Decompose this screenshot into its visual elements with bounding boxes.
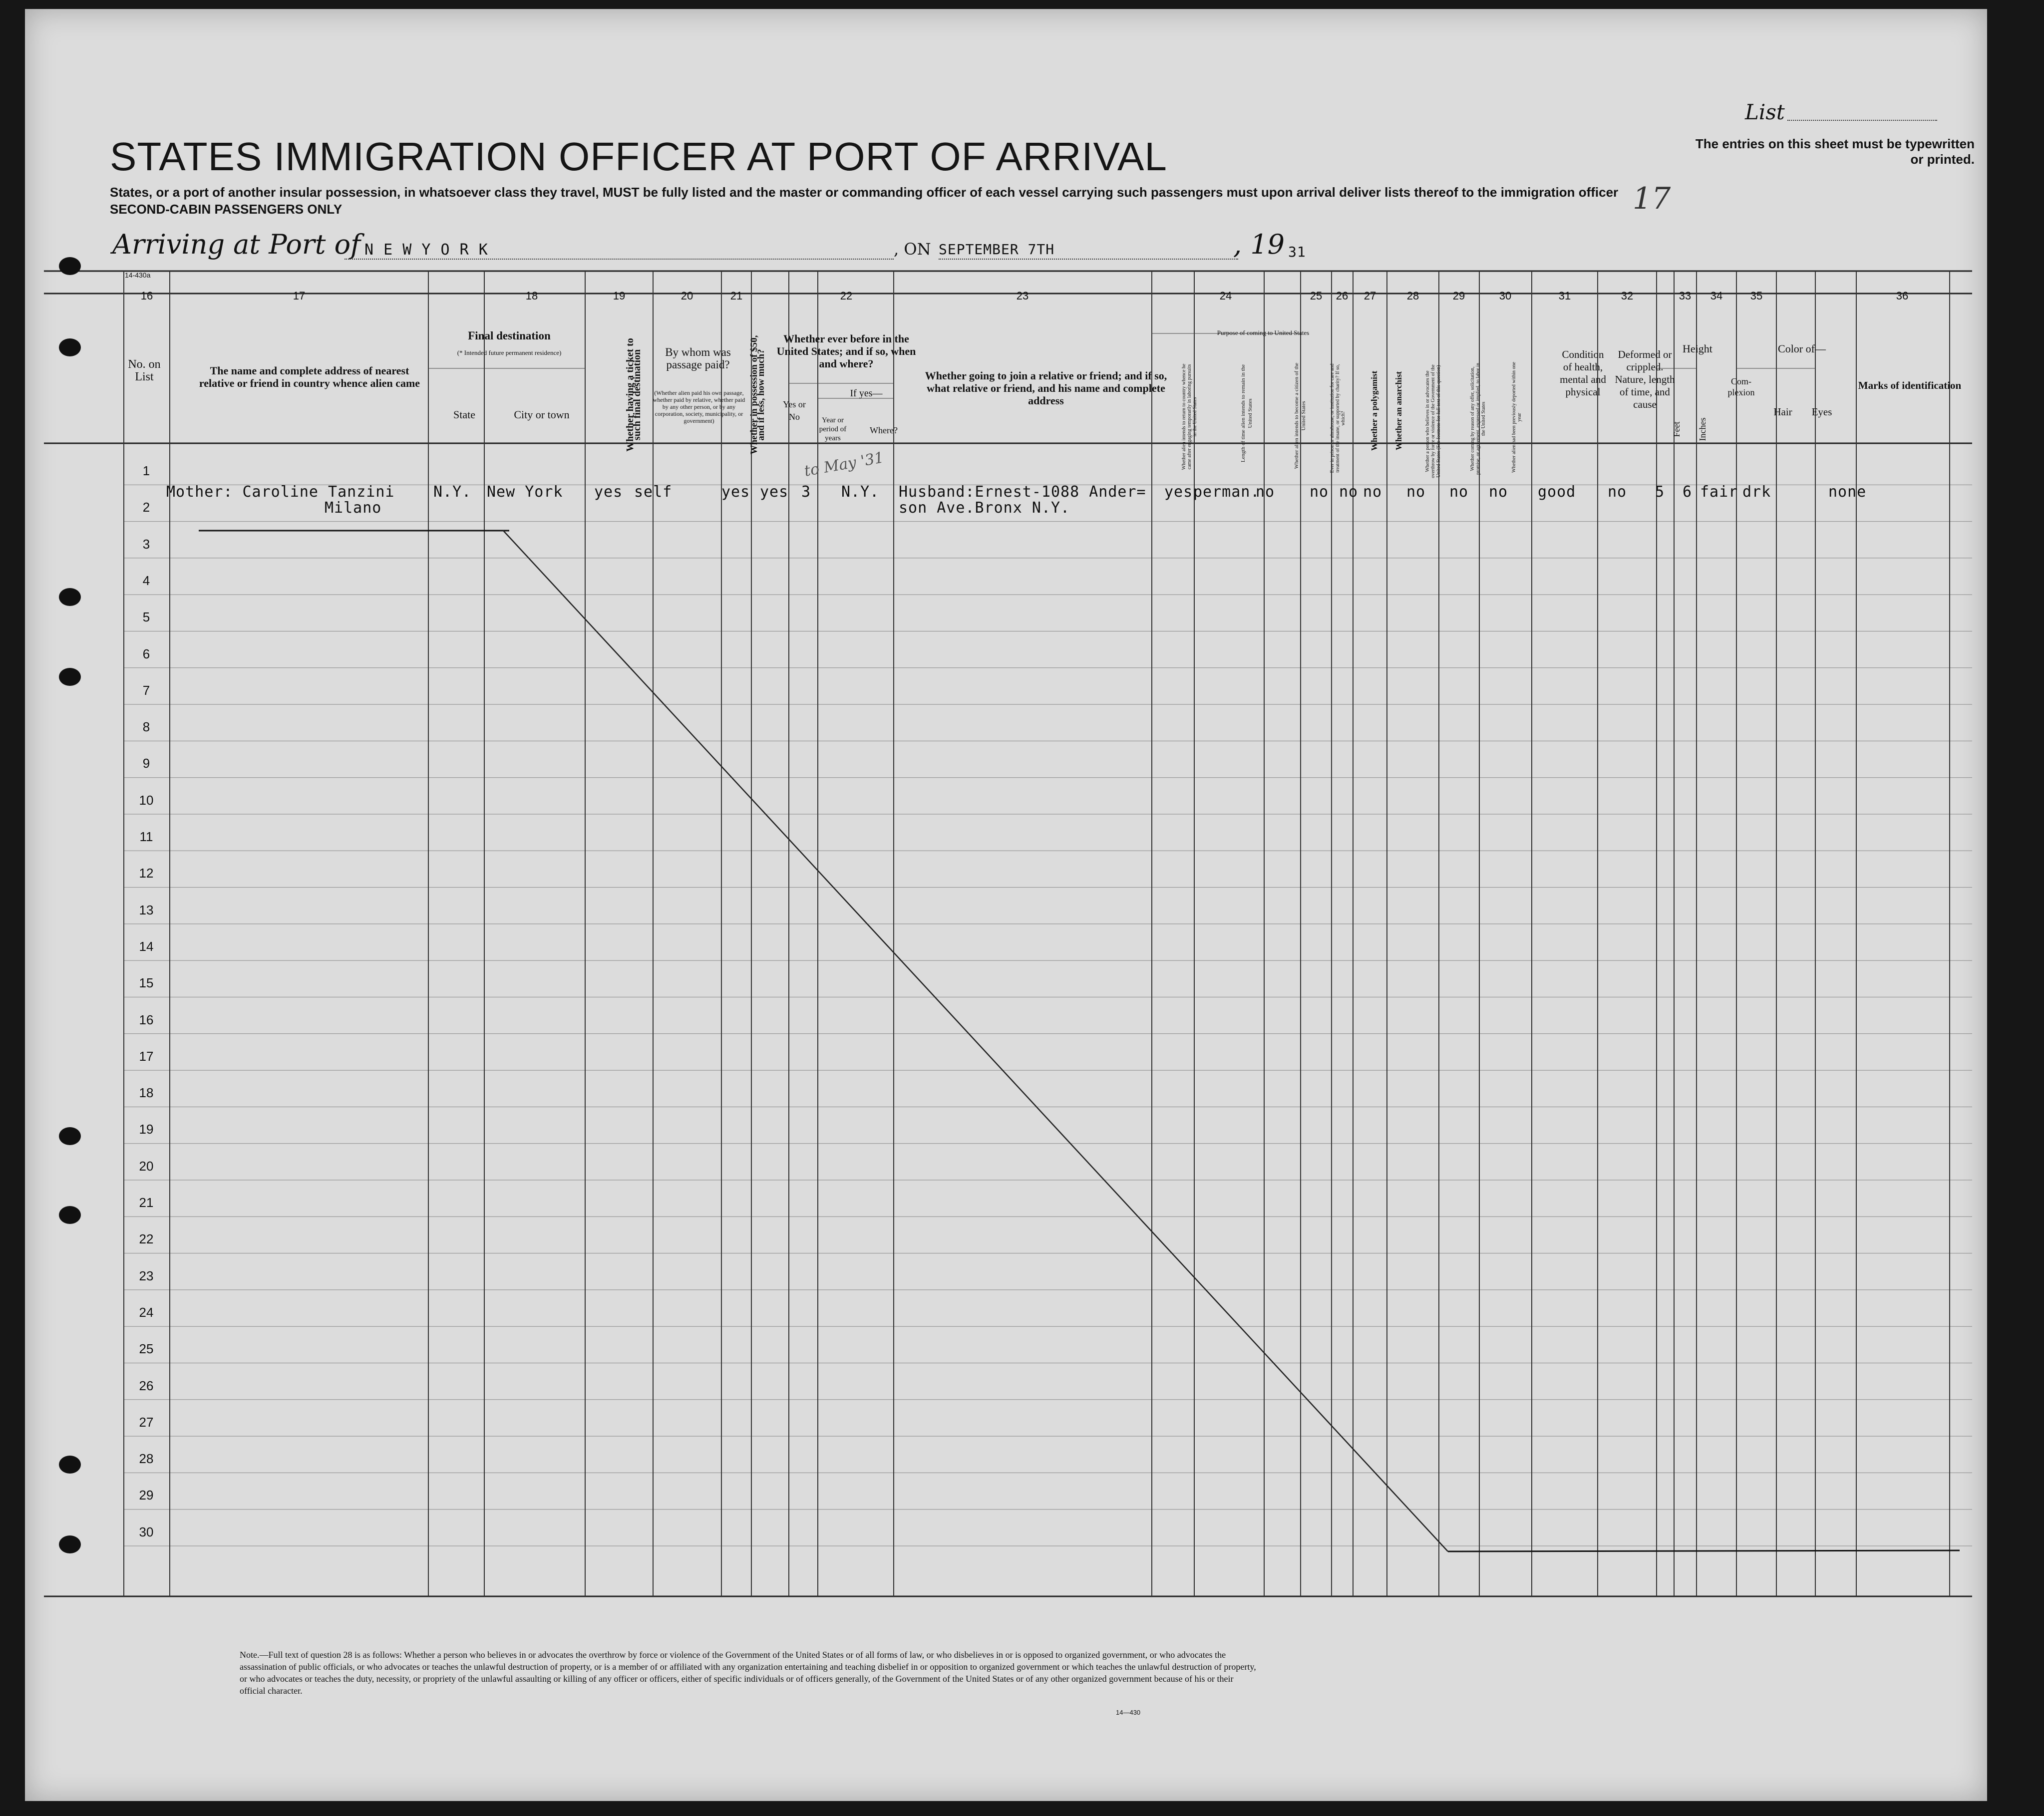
header-complexion: Com-plexion [1727, 376, 1755, 397]
header-final-destination-note: (* Intended future permanent residence) [457, 349, 562, 356]
punch-hole [59, 1456, 81, 1474]
cell-complexion: fair [1700, 483, 1738, 501]
header-anarchist: Whether an anarchist [1394, 371, 1403, 451]
header-color-of: Color of— [1778, 342, 1826, 355]
header-final-destination: Final destination [468, 329, 551, 342]
punch-hole [59, 338, 81, 356]
column-number: 34 [1710, 290, 1723, 302]
row-number: 13 [139, 902, 154, 917]
instruction-line: States, or a port of another insular possession, in whatsoever class they travel, MUST be fully listed and the master or commanding officer of each vessel carrying such passengers must upon arrival deliver lists thereof to the immigration officer [110, 185, 1619, 200]
row-number: 19 [139, 1122, 154, 1137]
row-number: 21 [139, 1195, 154, 1210]
row-number: 17 [139, 1048, 154, 1064]
header-labor-offer: Whether coming by reason of any offer, solicitation, promise, or agreement, expressed or implied, to labor in the United States [1470, 362, 1486, 475]
column-number: 32 [1621, 290, 1634, 302]
row-number: 22 [139, 1231, 154, 1247]
punch-hole [59, 1206, 81, 1224]
cancel-line [503, 531, 1448, 1551]
header-deported: Whether alien had been previously deported within one year [1511, 362, 1522, 473]
row-number: 2 [142, 500, 150, 515]
row-number: 6 [142, 646, 150, 661]
row-number: 9 [142, 756, 150, 771]
year-prefix: , 19 [1233, 229, 1285, 260]
column-number: 26 [1336, 290, 1349, 302]
column-number: 22 [840, 290, 853, 302]
date-value: SEPTEMBER 7TH [939, 241, 1055, 258]
column-number: 18 [525, 290, 538, 302]
cell-q30: no [1489, 483, 1508, 501]
header-city: City or town [514, 408, 570, 421]
column-number: 21 [730, 290, 743, 302]
row-number: 4 [142, 573, 150, 588]
class-line: SECOND-CABIN PASSENGERS ONLY [110, 202, 342, 217]
cell-relative-line2: Milano [325, 499, 382, 517]
header-marks: Marks of identification [1858, 379, 1962, 391]
header-hair: Hair [1773, 406, 1792, 418]
cell-fifty: yes [721, 483, 750, 501]
cell-q28: no [1406, 483, 1426, 501]
cell-inches: 6 [1683, 483, 1693, 501]
row-number: 25 [139, 1341, 154, 1357]
row-number: 8 [142, 719, 150, 735]
cell-polygamist: no [1339, 483, 1359, 501]
column-number: 27 [1363, 290, 1376, 302]
cell-city: New York [487, 483, 563, 501]
cell-hair: drk [1742, 483, 1771, 501]
column-number: 23 [1016, 290, 1029, 302]
row-number: 10 [139, 792, 154, 808]
row-number: 12 [139, 866, 154, 881]
cell-paid-by: self [634, 483, 673, 501]
table-grid [25, 9, 1987, 1801]
column-number: 25 [1310, 290, 1323, 302]
column-number: 35 [1750, 290, 1763, 302]
sheet-number: 17 [1633, 181, 1671, 216]
header-fifty-dollars: Whether in possession of $50, and if less, how much? [749, 335, 766, 455]
cancel-line [1448, 1550, 1960, 1551]
cell-join-line2: son Ave.Bronx N.Y. [899, 499, 1070, 517]
row-number: 16 [139, 1012, 154, 1027]
header-before-in-us: Whether ever before in the United States; and if so, when and where? [776, 332, 916, 370]
column-number: 19 [613, 290, 626, 302]
header-height: Height [1683, 342, 1712, 355]
header-overthrow: Whether a person who believes in or advocates the overthrow by force or violence of the Government of the United States (See footnote for full text of this question) [1425, 364, 1441, 478]
header-inches: Inches [1698, 417, 1707, 441]
cell-health: good [1538, 483, 1576, 501]
column-number: 28 [1406, 290, 1419, 302]
port-value: N E W Y O R K [364, 241, 488, 259]
punch-hole [59, 1535, 81, 1553]
column-number: 29 [1452, 290, 1465, 302]
column-number: 31 [1558, 290, 1571, 302]
typewritten-notice: The entries on this sheet must be typewritten or printed. [1695, 136, 1975, 167]
header-prison: Ever in prison or almshouse, or institution for care and treatment of the insane, or supported by charity? If so, which? [1330, 363, 1346, 473]
row-number: 18 [139, 1085, 154, 1101]
column-number: 36 [1896, 290, 1909, 302]
header-purpose-return: Whether alien intends to return to country whence he came after engaging temporarily in laboring pursuits in the United States [1181, 363, 1198, 470]
row-number: 28 [139, 1451, 154, 1467]
row-number: 3 [142, 536, 150, 552]
header-state: State [453, 408, 475, 421]
row-number: 27 [139, 1414, 154, 1430]
row-number: 15 [139, 975, 154, 991]
cell-join-line1: Husband:Ernest-1088 Ander= [899, 483, 1146, 501]
year-value: 31 [1288, 244, 1306, 260]
row-number: 11 [139, 829, 153, 844]
header-deformed: Deformed or crippled. Nature, length of time, and cause [1615, 348, 1675, 410]
cell-ticket: yes [594, 483, 623, 501]
header-ticket: Whether having a ticket to such final destination [625, 338, 643, 452]
cell-feet: 5 [1655, 483, 1665, 501]
header-purpose-length: Length of time alien intends to remain in the United States [1240, 364, 1253, 463]
cell-anarchist: no [1363, 483, 1382, 501]
arriving-label: Arriving at Port of [112, 229, 361, 260]
column-number: 33 [1679, 290, 1692, 302]
footnote-code: 14—430 [1116, 1709, 1141, 1716]
cell-years: 3 [801, 483, 811, 501]
header-feet: Feet [1672, 421, 1682, 437]
manifest-sheet [25, 9, 1987, 1801]
row-number: 26 [139, 1378, 154, 1393]
column-number: 24 [1219, 290, 1232, 302]
column-number: 17 [293, 290, 306, 302]
header-eyes: Eyes [1811, 406, 1832, 418]
cell-marks: none [1828, 483, 1867, 501]
pencil-annotation: to May '31 [803, 449, 885, 480]
form-code: 14-430a [125, 271, 151, 279]
cell-citizen: no [1256, 483, 1275, 501]
punch-hole [59, 668, 81, 686]
column-number: 16 [140, 290, 153, 302]
header-health: Condition of health, mental and physical [1560, 348, 1606, 398]
header-year-period: Year or period of years [819, 416, 847, 442]
column-number: 30 [1499, 290, 1512, 302]
list-label: List [1745, 100, 1785, 124]
row-number: 1 [142, 463, 150, 478]
row-number: 30 [139, 1524, 154, 1539]
cell-length: perman. [1193, 483, 1260, 501]
header-purpose: Purpose of coming to United States [1217, 329, 1310, 336]
header-where: Where? [870, 425, 898, 435]
row-number: 14 [139, 938, 154, 954]
row-number: 24 [139, 1304, 154, 1320]
punch-hole [59, 257, 81, 275]
header-relative-address: The name and complete address of nearest relative or friend in country whence alien came [199, 364, 420, 389]
column-number: 20 [681, 290, 693, 302]
cell-deformed: no [1608, 483, 1627, 501]
header-if-yes: If yes— [850, 388, 883, 399]
header-join-relative: Whether going to join a relative or friend; and if so, what relative or friend, and his name and complete address [925, 369, 1167, 407]
cell-relative-line1: Mother: Caroline Tanzini [166, 483, 395, 501]
header-yes-no: Yes or No [783, 399, 806, 422]
cell-q29: no [1449, 483, 1469, 501]
row-number: 20 [139, 1158, 154, 1174]
cell-prison: no [1310, 483, 1329, 501]
punch-hole [59, 1127, 81, 1145]
on-label: , ON [894, 240, 931, 259]
footnote: Note.—Full text of question 28 is as follows: Whether a person who believes in or advocates the overthrow by force or violence of the Government of the United States or of all forms of law, or who disbelieves in or is opposed to organized government, or who advocates the assassination of public officials, or who advocates or teaches the unlawful destruction of property, or is a member of or affiliated with any organization entertaining and teaching disbelief in or opposition to organized government or which teaches the unlawful destruction of property, or who advocates or teaches the duty, necessity, or propriety of the unlawful assaulting or killing of any officer or officers, either of specific individuals or of officers generally, of the Government of the United States or of any other organized government because of his or their official character. [240, 1650, 1256, 1696]
header-paid-by: By whom was passage paid? [665, 346, 731, 371]
cell-before: yes [760, 483, 789, 501]
row-number: 5 [142, 609, 150, 625]
row-number: 7 [142, 682, 150, 698]
header-purpose-citizen: Whether alien intends to become a citizen of the United States [1294, 362, 1307, 469]
cell-state: N.Y. [433, 483, 472, 501]
header-polygamist: Whether a polygamist [1369, 370, 1379, 451]
header-paid-by-note: (Whether alien paid his own passage, whether paid by relative, whether paid by any other person, or by any corporation, society, municipality, or government) [653, 389, 745, 424]
punch-hole [59, 588, 81, 606]
header-no-on-list: No. on List [128, 358, 161, 383]
page-title: STATES IMMIGRATION OFFICER AT PORT OF ARRIVAL [110, 134, 1167, 179]
row-number: 29 [139, 1488, 154, 1503]
cell-where: N.Y. [841, 483, 880, 501]
row-number: 23 [139, 1268, 154, 1283]
cell-purpose: yes [1164, 483, 1193, 501]
